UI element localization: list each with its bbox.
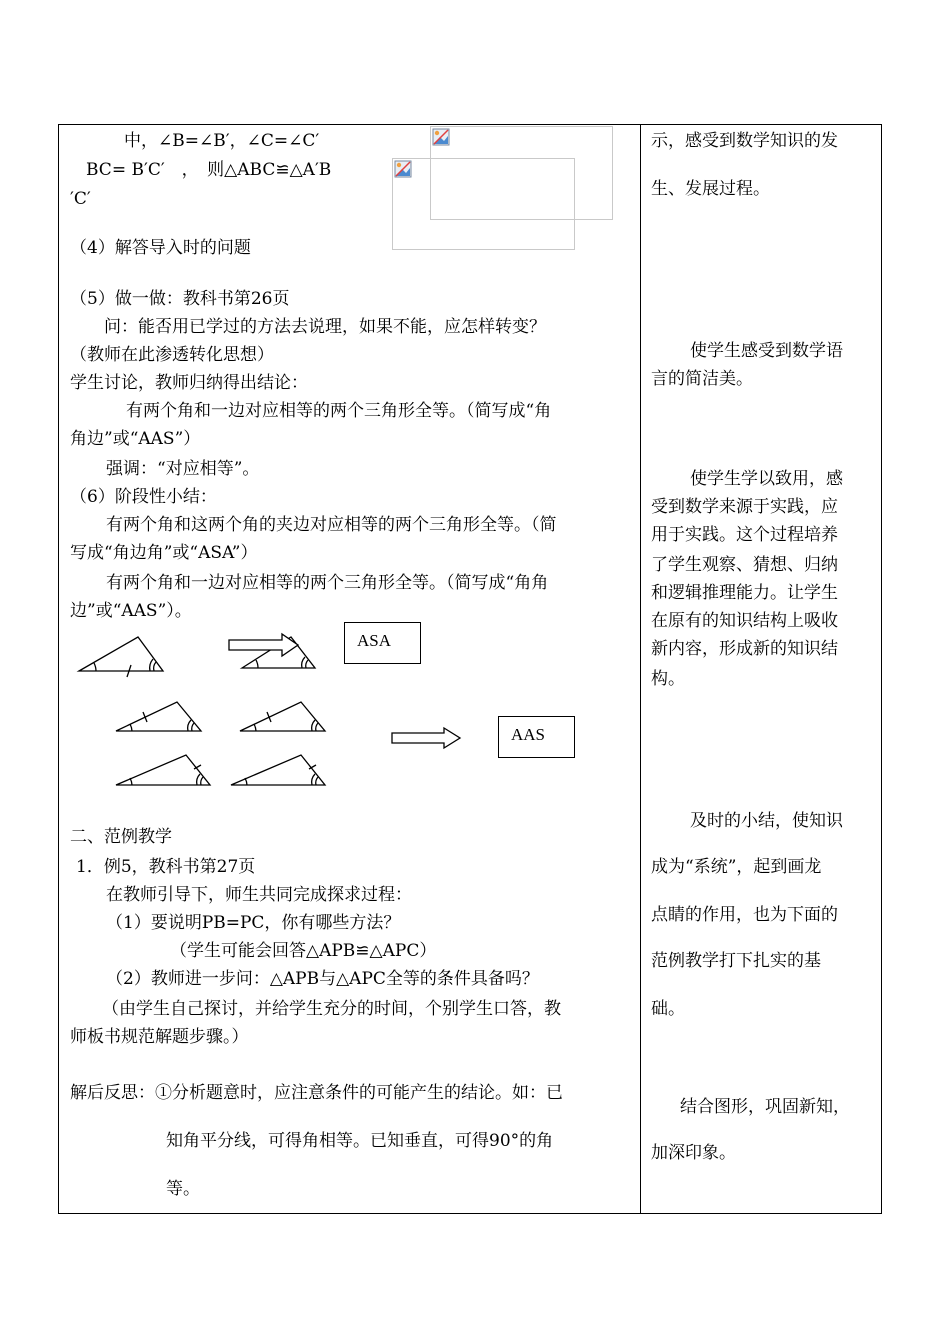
text-line: 学生讨论，教师归纳得出结论： xyxy=(70,373,308,393)
text-line: 写成“角边角”或“ASA”） xyxy=(70,543,258,563)
text-line: ′C′ xyxy=(70,189,91,209)
note-line: 础。 xyxy=(651,999,685,1019)
triangle-aas-1 xyxy=(116,702,201,731)
text-line: 有两个角和一边对应相等的两个三角形全等。（简写成“角 xyxy=(126,401,552,421)
aas-label-box: AAS xyxy=(498,716,575,758)
note-line: 范例教学打下扎实的基 xyxy=(651,951,821,971)
text-line: 1．例5，教科书第27页 xyxy=(76,857,256,877)
text-line: （4）解答导入时的问题 xyxy=(70,238,251,258)
note-line: 成为“系统”，起到画龙 xyxy=(651,857,822,877)
text-line: BC= B′C′ ， 则△ABC≌△A′B xyxy=(86,160,332,180)
note-line: 生、发展过程。 xyxy=(651,179,770,199)
note-line: 加深印象。 xyxy=(651,1143,736,1163)
note-line: 及时的小结，使知识 xyxy=(690,811,843,831)
note-line: 和逻辑推理能力。让学生 xyxy=(651,583,838,603)
note-line: 使学生学以致用，感 xyxy=(690,469,843,489)
text-line: （教师在此渗透转化思想） xyxy=(70,345,274,365)
text-line: 解后反思：①分析题意时，应注意条件的可能产生的结论。如：已 xyxy=(70,1083,563,1103)
triangle-aas-2 xyxy=(240,702,325,731)
text-line: （学生可能会回答△APB≌△APC） xyxy=(170,941,437,961)
text-line: 知角平分线，可得角相等。已知垂直，可得90°的角 xyxy=(166,1131,554,1151)
text-line: 边”或“AAS”）。 xyxy=(70,601,192,621)
text-line: （由学生自己探讨，并给学生充分的时间，个别学生口答，教 xyxy=(102,999,561,1019)
note-line: 言的简洁美。 xyxy=(651,369,753,389)
note-line: 受到数学来源于实践，应 xyxy=(651,497,838,517)
text-line: 角边”或“AAS”） xyxy=(70,429,201,449)
note-line: 新内容，形成新的知识结 xyxy=(651,639,838,659)
triangle-aas-4 xyxy=(231,755,325,785)
text-line: 有两个角和一边对应相等的两个三角形全等。（简写成“角角 xyxy=(106,573,549,593)
note-line: 构。 xyxy=(651,669,685,689)
text-line: 等。 xyxy=(166,1179,200,1199)
note-line: 使学生感受到数学语 xyxy=(690,341,843,361)
triangle-asa-2 xyxy=(229,634,315,668)
note-line: 在原有的知识结构上吸收 xyxy=(651,611,838,631)
note-line: 了学生观察、猜想、归纳 xyxy=(651,555,838,575)
note-line: 点睛的作用，也为下面的 xyxy=(651,905,838,925)
note-line: 示，感受到数学知识的发 xyxy=(651,131,838,151)
text-line: （1）要说明PB=PC，你有哪些方法？ xyxy=(106,913,401,933)
text-line: （2）教师进一步问：△APB与△APC全等的条件具备吗？ xyxy=(106,969,539,989)
text-line: 强调：“对应相等”。 xyxy=(106,459,260,479)
text-line: （6）阶段性小结： xyxy=(70,487,217,507)
triangle-aas-3 xyxy=(116,755,210,785)
text-line: 师板书规范解题步骤。） xyxy=(70,1027,249,1047)
text-line: 有两个角和这两个角的夹边对应相等的两个三角形全等。（简 xyxy=(106,515,557,535)
note-line: 用于实践。这个过程培养 xyxy=(651,525,838,545)
note-line: 结合图形，巩固新知， xyxy=(680,1097,850,1117)
text-line: （5）做一做：教科书第26页 xyxy=(70,289,290,309)
section-heading: 二、范例教学 xyxy=(70,827,172,847)
text-line: 在教师引导下，师生共同完成探求过程： xyxy=(106,885,412,905)
text-line: 中，∠B=∠B′，∠C=∠C′ xyxy=(124,131,320,151)
triangle-asa-1 xyxy=(79,637,163,677)
text-line: 问：能否用已学过的方法去说理，如果不能，应怎样转变？ xyxy=(104,317,546,337)
right-arrow xyxy=(392,728,460,748)
asa-label-box: ASA xyxy=(344,622,421,664)
